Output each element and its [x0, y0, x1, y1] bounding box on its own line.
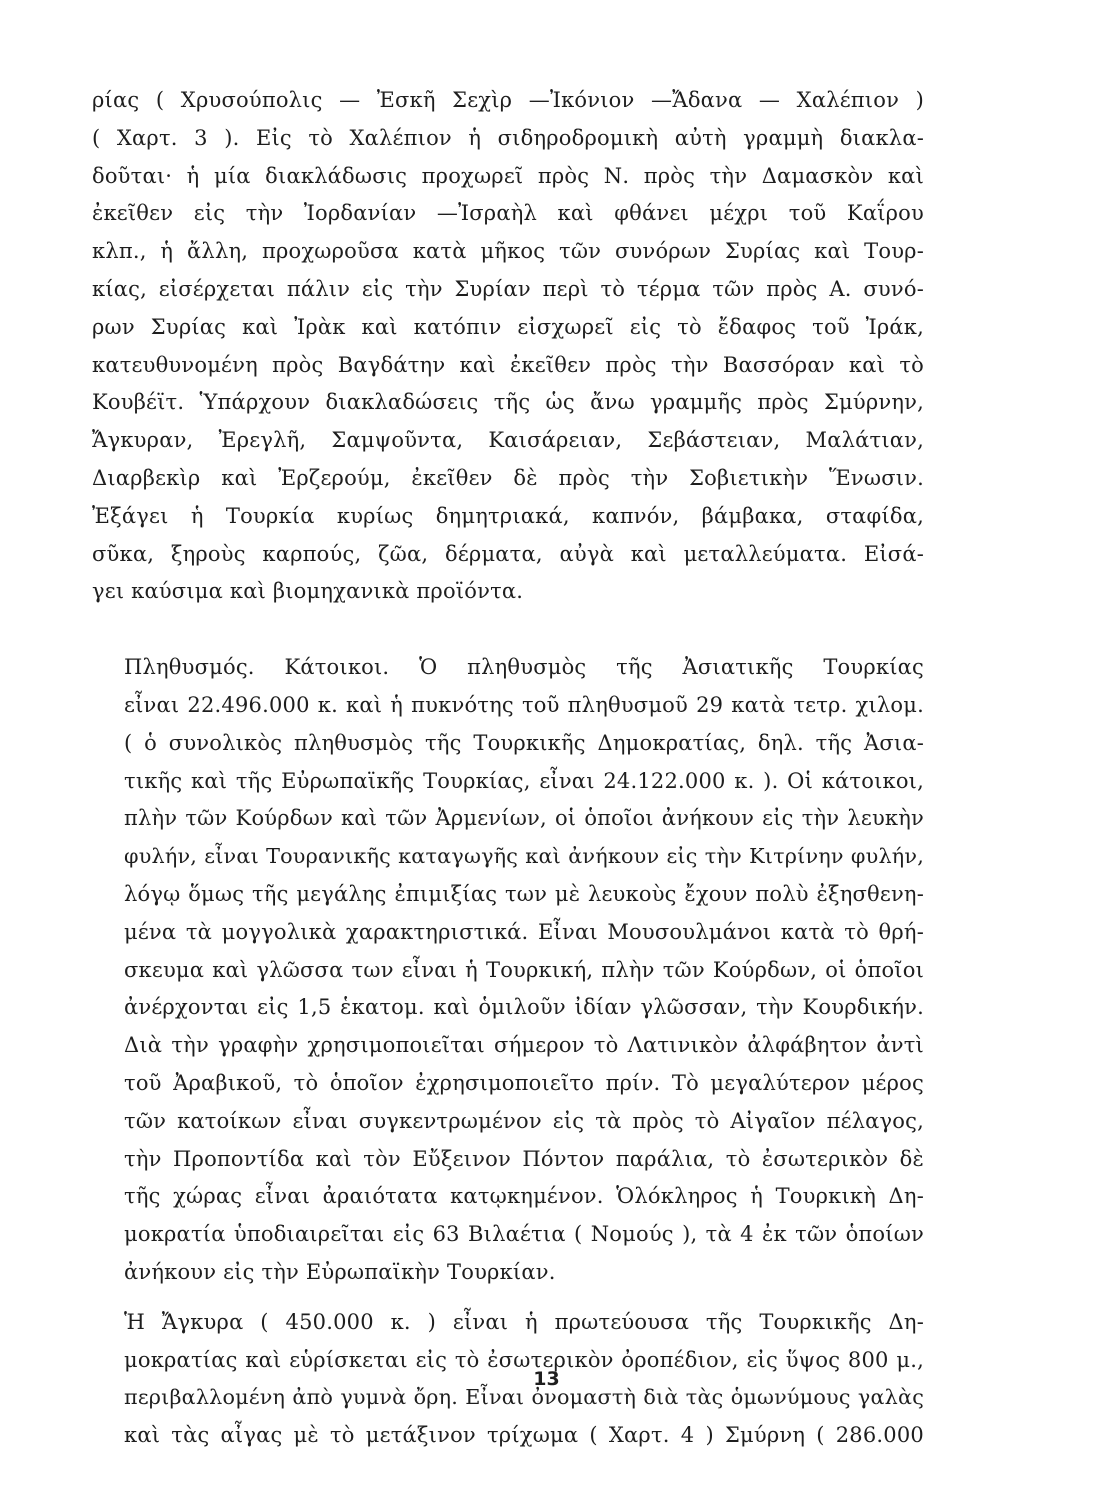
page-body — [92, 82, 924, 1455]
text-line: ἀνέρχονται εἰς 1,5 ἑκατομ. καὶ ὁμιλοῦν ἰδίαν γλῶσσαν, τὴν Κουρδικήν. — [124, 995, 924, 1020]
text-line: Κουβέϊτ. Ὑπάρχουν διακλαδώσεις τῆς ὡς ἄνω γραμμῆς πρὸς Σμύρνην, — [92, 390, 924, 415]
text-line: δοῦται· ἡ μία διακλάδωσις προχωρεῖ πρὸς Ν. πρὸς τὴν Δαμασκὸν καὶ — [92, 163, 924, 188]
text-line: ρων Συρίας καὶ Ἰρὰκ καὶ κατόπιν εἰσχωρεῖ εἰς τὸ ἔδαφος τοῦ Ἰράκ, — [92, 314, 924, 339]
text-line: εἶναι 22.496.000 κ. καὶ ἡ πυκνότης τοῦ πληθυσμοῦ 29 κατὰ τετρ. χιλομ. — [124, 692, 924, 717]
text-line: ( Χαρτ. 3 ). Εἰς τὸ Χαλέπιον ἡ σιδηροδρομικὴ αὐτὴ γραμμὴ διακλα- — [92, 125, 924, 150]
text-line: μένα τὰ μογγολικὰ χαρακτηριστικά. Εἶναι Μουσουλμάνοι κατὰ τὸ θρή- — [124, 919, 924, 944]
text-line: σῦκα, ξηροὺς καρπούς, ζῶα, δέρματα, αὐγὰ καὶ μεταλλεύματα. Εἰσά- — [92, 541, 924, 566]
text-line: τοῦ Ἀραβικοῦ, τὸ ὁποῖον ἐχρησιμοποιεῖτο πρίν. Τὸ μεγαλύτερον μέρος — [124, 1070, 924, 1095]
text-line: Ἄγκυραν, Ἐρεγλῆ, Σαμψοῦντα, Καισάρειαν, Σεβάστειαν, Μαλάτιαν, — [92, 428, 924, 453]
text-line: λόγῳ ὅμως τῆς μεγάλης ἐπιμιξίας των μὲ λευκοὺς ἔχουν πολὺ ἐξησθενη- — [124, 881, 924, 906]
paragraph-population — [92, 649, 924, 1292]
text-line: ρίας ( Χρυσούπολις — Ἐσκῆ Σεχὶρ —Ἰκόνιον —Ἄδανα — Χαλέπιον ) — [92, 88, 924, 112]
text-line: τικῆς καὶ τῆς Εὐρωπαϊκῆς Τουρκίας, εἶναι 24.122.000 κ. ). Οἱ κάτοικοι, — [124, 768, 924, 793]
paragraph-railways-exports — [92, 82, 924, 611]
text-line: τῆς χώρας εἶναι ἀραιότατα κατῳκημένον. Ὁλόκληρος ἡ Τουρκικὴ Δη- — [124, 1184, 924, 1209]
text-line: πλὴν τῶν Κούρδων καὶ τῶν Ἀρμενίων, οἱ ὁποῖοι ἀνήκουν εἰς τὴν λευκὴν — [124, 806, 924, 831]
text-line: σκευμα καὶ γλῶσσα των εἶναι ἡ Τουρκική, πλὴν τῶν Κούρδων, οἱ ὁποῖοι — [124, 957, 924, 982]
text-line: τῶν κατοίκων εἶναι συγκεντρωμένον εἰς τὰ πρὸς τὸ Αἰγαῖον πέλαγος, — [124, 1108, 924, 1133]
text-line: Διὰ τὴν γραφὴν χρησιμοποιεῖται σήμερον τὸ Λατινικὸν ἀλφάβητον ἀντὶ — [124, 1033, 924, 1058]
text-line: κλπ., ἡ ἄλλη, προχωροῦσα κατὰ μῆκος τῶν συνόρων Συρίας καὶ Τουρ- — [92, 239, 924, 264]
text-line: ( ὁ συνολικὸς πληθυσμὸς τῆς Τουρκικῆς Δημοκρατίας, δηλ. τῆς Ἀσια- — [124, 730, 924, 755]
text-line: Ἡ Ἄγκυρα ( 450.000 κ. ) εἶναι ἡ πρωτεύουσα τῆς Τουρκικῆς Δη- — [124, 1309, 924, 1334]
text-line: τὴν Προποντίδα καὶ τὸν Εὔξεινον Πόντον παράλια, τὸ ἐσωτερικὸν δὲ — [124, 1146, 924, 1171]
text-line: Ἐξάγει ἡ Τουρκία κυρίως δημητριακά, καπνόν, βάμβακα, σταφίδα, — [92, 503, 924, 528]
page-number: 13 — [533, 1368, 560, 1390]
text-line: γει καύσιμα καὶ βιομηχανικὰ προϊόντα. — [92, 579, 524, 604]
text-line: φυλήν, εἶναι Τουρανικῆς καταγωγῆς καὶ ἀνήκουν εἰς τὴν Κιτρίνην φυλήν, — [124, 844, 924, 869]
text-line: μοκρατία ὑποδιαιρεῖται εἰς 63 Βιλαέτια ( Νομούς ), τὰ 4 ἐκ τῶν ὁποίων — [124, 1222, 924, 1247]
text-line: κατευθυνομένη πρὸς Βαγδάτην καὶ ἐκεῖθεν πρὸς τὴν Βασσόραν καὶ τὸ — [92, 352, 924, 377]
text-line: ἀνήκουν εἰς τὴν Εὐρωπαϊκὴν Τουρκίαν. — [124, 1259, 556, 1284]
text-line: κίας, εἰσέρχεται πάλιν εἰς τὴν Συρίαν περὶ τὸ τέρμα τῶν πρὸς Α. συνό- — [92, 276, 924, 301]
text-line: ἐκεῖθεν εἰς τὴν Ἰορδανίαν —Ἰσραὴλ καὶ φθάνει μέχρι τοῦ Καΐρου — [92, 201, 924, 226]
text-line: Διαρβεκὶρ καὶ Ἐρζερούμ, ἐκεῖθεν δὲ πρὸς τὴν Σοβιετικὴν Ἕνωσιν. — [92, 465, 924, 490]
text-line: μοκρατίας καὶ εὑρίσκεται εἰς τὸ ἐσωτερικὸν ὀροπέδιον, εἰς ὕψος 800 μ., — [124, 1347, 924, 1372]
text-line: καὶ τὰς αἶγας μὲ τὸ μετάξινον τρίχωμα ( Χαρτ. 4 ) Σμύρνη ( 286.000 — [124, 1423, 924, 1448]
text-line: περιβαλλομένη ἀπὸ γυμνὰ ὄρη. Εἶναι ὀνομαστὴ διὰ τὰς ὁμωνύμους γαλὰς — [124, 1385, 924, 1410]
text-line: Πληθυσμός. Κάτοικοι. Ὁ πληθυσμὸς τῆς Ἀσιατικῆς Τουρκίας — [124, 655, 924, 680]
